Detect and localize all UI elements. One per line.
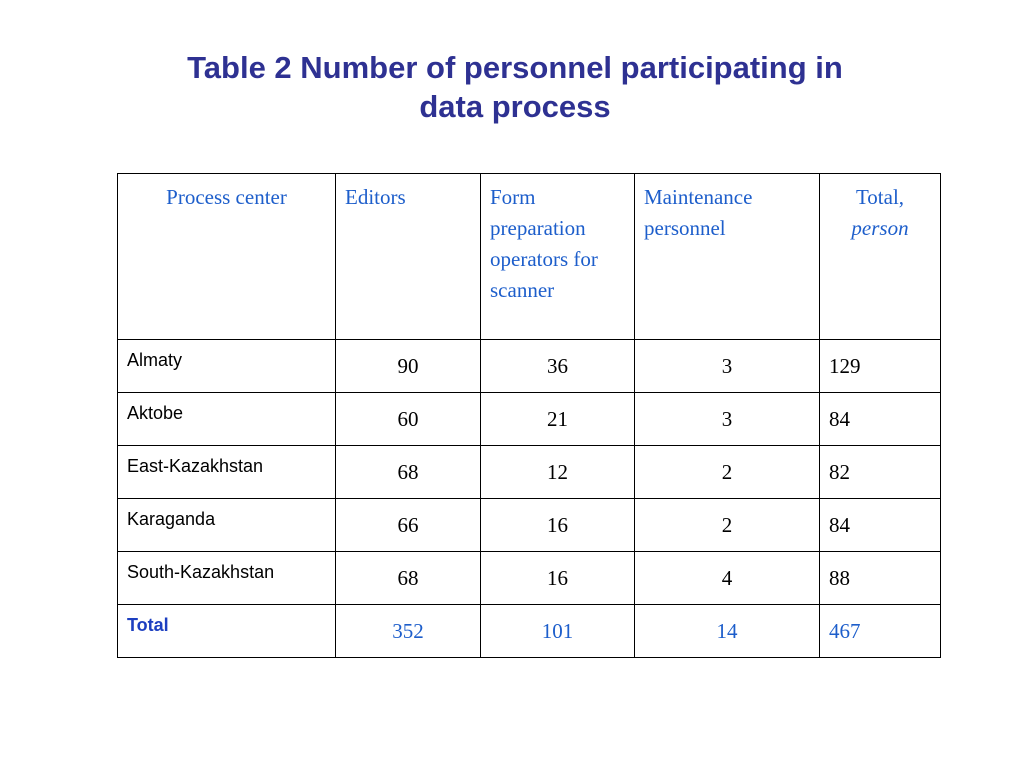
grand-total: 467 xyxy=(820,605,941,658)
slide-title xyxy=(120,48,910,126)
cell-total: 88 xyxy=(820,552,941,605)
totals-label: Total xyxy=(118,605,336,658)
cell-editors: 66 xyxy=(336,499,481,552)
total-editors: 352 xyxy=(336,605,481,658)
cell-form-operators: 16 xyxy=(481,552,635,605)
personnel-table xyxy=(117,173,941,658)
cell-total: 84 xyxy=(820,499,941,552)
total-form-operators: 101 xyxy=(481,605,635,658)
row-center-name: South-Kazakhstan xyxy=(118,552,336,605)
cell-maintenance: 2 xyxy=(635,446,820,499)
title-line-2: data process xyxy=(419,89,611,124)
cell-editors: 90 xyxy=(336,340,481,393)
cell-maintenance: 3 xyxy=(635,393,820,446)
row-center-name: Almaty xyxy=(118,340,336,393)
table-row xyxy=(118,552,941,605)
cell-total: 129 xyxy=(820,340,941,393)
total-maintenance: 14 xyxy=(635,605,820,658)
cell-form-operators: 16 xyxy=(481,499,635,552)
header-maintenance: Maintenance personnel xyxy=(635,174,820,340)
cell-editors: 60 xyxy=(336,393,481,446)
cell-maintenance: 4 xyxy=(635,552,820,605)
header-editors: Editors xyxy=(336,174,481,340)
table-totals-row xyxy=(118,605,941,658)
cell-total: 82 xyxy=(820,446,941,499)
table-row xyxy=(118,446,941,499)
cell-total: 84 xyxy=(820,393,941,446)
header-form-operators: Form preparation operators for scanner xyxy=(481,174,635,340)
cell-editors: 68 xyxy=(336,552,481,605)
row-center-name: East-Kazakhstan xyxy=(118,446,336,499)
cell-form-operators: 36 xyxy=(481,340,635,393)
header-total-unit: person xyxy=(851,216,909,240)
header-total-label: Total, xyxy=(855,185,905,209)
cell-maintenance: 2 xyxy=(635,499,820,552)
header-process-center: Process center xyxy=(118,174,336,340)
cell-maintenance: 3 xyxy=(635,340,820,393)
cell-form-operators: 21 xyxy=(481,393,635,446)
title-line-1: Table 2 Number of personnel participating in xyxy=(187,50,843,85)
table-row xyxy=(118,393,941,446)
table-row xyxy=(118,340,941,393)
row-center-name: Aktobe xyxy=(118,393,336,446)
table-row xyxy=(118,499,941,552)
cell-form-operators: 12 xyxy=(481,446,635,499)
header-total xyxy=(820,174,941,340)
table-header-row xyxy=(118,174,941,340)
row-center-name: Karaganda xyxy=(118,499,336,552)
cell-editors: 68 xyxy=(336,446,481,499)
